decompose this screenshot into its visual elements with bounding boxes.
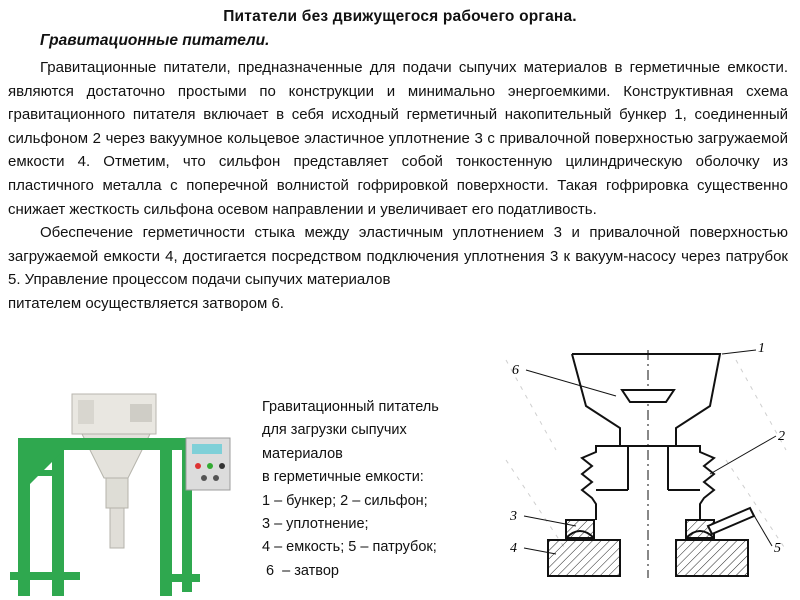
label-4: 4 xyxy=(510,541,517,556)
caption-line: материалов xyxy=(262,445,343,462)
caption-line: для загрузки сыпучих xyxy=(262,422,407,439)
caption-line: 3 – уплотнение; xyxy=(262,516,369,533)
feeder-schematic xyxy=(496,340,796,596)
paragraph-1: Гравитационные питатели, предназначенные для подачи сыпучих материалов в герметичные емкости. являются достаточно простыми по конструкции и минимально энергоемкими. Конструктивная схема гравитационного питателя включает в себя исходный герметичный накопительный бункер 1, соединенный сильфоном 2 через вакуумное кольцевое эластичное уплотнение 3 с привалочной поверхностью загружаемой емкости 4. Отметим, что сильфон представляет собой тонкостенную цилиндрическую оболочку из пластичного металла с поперечной волнистой гофрировкой поверхности. Такая гофрировка существенно снижает жесткость сильфона осевом направлении и увеличивает его податливость. xyxy=(8,59,788,218)
caption-line: Гравитационный питатель xyxy=(262,399,439,415)
caption-line: 4 – емкость; 5 – патрубок; xyxy=(262,539,437,556)
label-2: 2 xyxy=(778,429,785,444)
label-6: 6 xyxy=(512,363,519,378)
figure-caption xyxy=(262,396,492,583)
caption-line: 6 – затвор xyxy=(262,562,339,579)
label-3: 3 xyxy=(510,509,517,524)
bellows-left xyxy=(582,446,620,520)
bellows-right xyxy=(676,446,714,520)
label-1: 1 xyxy=(758,341,765,356)
container-right xyxy=(676,540,748,576)
shutter xyxy=(622,390,674,402)
paragraph-2 xyxy=(8,221,788,315)
feeder-machine-photo xyxy=(10,386,250,596)
page-title: Питатели без движущегося рабочего органа. xyxy=(223,8,577,25)
paragraph-2-line-1: Обеспечение герметичности стыка между эластичным уплотнением 3 и привалочной поверхностью загружаемой емкости 4, достигается посредством подключения уплотнения 3 к вакуум-насосу через патрубок 5. Управление процессом подачи сыпучих материалов xyxy=(8,224,788,289)
caption-line: в герметичные емкости: xyxy=(262,469,424,486)
paragraph-2-line-2: питателем осуществляется затвором 6. xyxy=(8,294,284,312)
section-subtitle: Гравитационные питатели. xyxy=(40,32,270,49)
body-text xyxy=(8,56,788,316)
caption-line: 1 – бункер; 2 – сильфон; xyxy=(262,492,428,509)
container-left xyxy=(548,540,620,576)
label-5: 5 xyxy=(774,541,781,556)
